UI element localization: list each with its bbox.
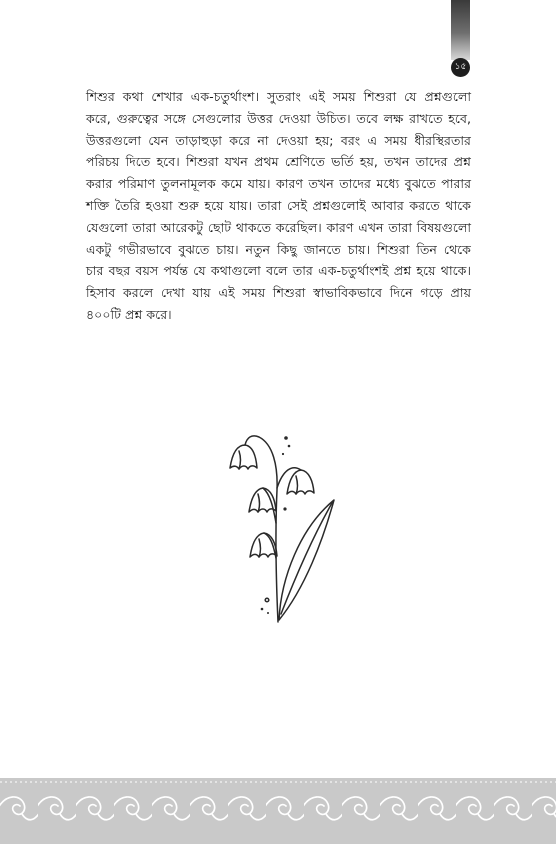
text-line: যেগুলো তারা আরেকটু ছোট থাকতে করেছিল। কারণ এখন তারা বিষয়গুলো	[86, 219, 471, 235]
text-line: হিসাব করলে দেখা যায় এই সময় শিশুরা স্বাভাবিকভাবে দিনে গড়ে প্রায়	[86, 285, 471, 301]
body-paragraph	[86, 86, 471, 326]
text-line: করার পরিমাণ তুলনামূলক কমে যায়। কারণ তখন তাদের মধ্যে বুঝতে পারার	[86, 176, 471, 192]
page-tab-strip	[451, 0, 470, 60]
text-line: ৪০০টি প্রশ্ন করে।	[86, 306, 172, 322]
text-line: করে, গুরুত্বের সঙ্গে সেগুলোর উত্তর দেওয়া উচিত। তবে লক্ষ রাখতে হবে,	[86, 110, 471, 126]
text-line: পরিচয় দিতে হবে। শিশুরা যখন প্রথম শ্রেণিতে ভর্তি হয়, তখন তাদের প্রশ্ন	[86, 154, 471, 170]
swirl-border-pattern	[0, 778, 556, 844]
footer-band	[0, 778, 556, 844]
text-line: উত্তরগুলো যেন তাড়াহুড়া করে না দেওয়া হয়; বরং এ সময় ধীরস্থিরতার	[86, 132, 471, 148]
text-line: একটু গভীরভাবে বুঝতে চায়। নতুন কিছু জানতে চায়। শিশুরা তিন থেকে	[86, 241, 471, 257]
text-line: শক্তি তৈরি হওয়া শুরু হয়ে যায়। তারা সেই প্রশ্নগুলোই আবার করতে থাকে	[86, 197, 471, 213]
page-number-badge: ১৫	[451, 58, 470, 77]
text-line: চার বছর বয়স পর্যন্ত যে কথাগুলো বলে তার এক-চতুর্থাংশই প্রশ্ন হয়ে থাকে।	[86, 263, 471, 279]
text-line: শিশুর কথা শেখার এক-চতুর্থাংশ। সুতরাং এই সময় শিশুরা যে প্রশ্নগুলো	[86, 89, 471, 104]
lily-of-the-valley-icon	[215, 428, 340, 628]
